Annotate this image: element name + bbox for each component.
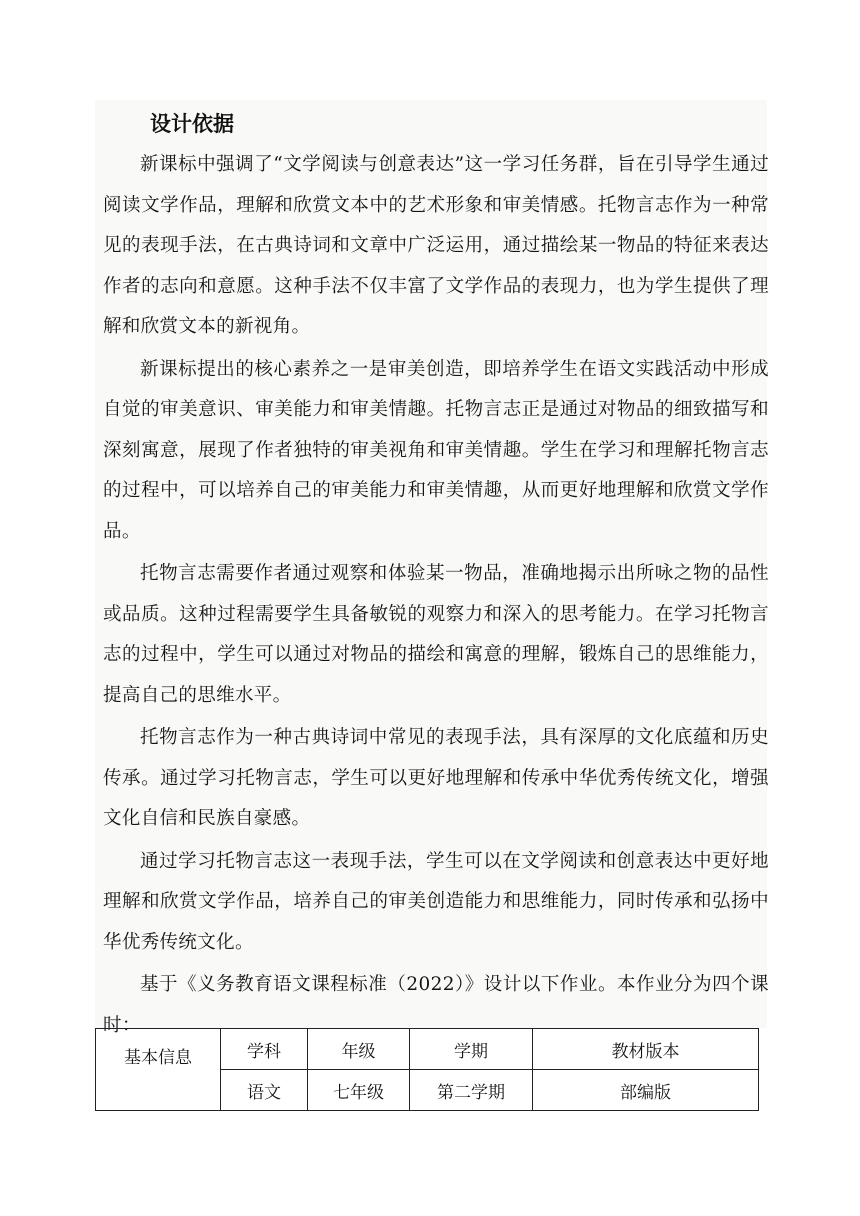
- paragraph: 托物言志需要作者通过观察和体验某一物品，准确地揭示出所咏之物的品性或品质。这种过程需要学生具备敏锐的观察力和深入的思考能力。在学习托物言志的过程中，学生可以通过对物品的描绘和寓意的理解，锻炼自己的思维能力，提高自己的思维水平。: [103, 563, 769, 706]
- basic-info-label: 基本信息: [96, 1029, 221, 1111]
- paragraph: 基于《义务教育语文课程标准（2022）》设计以下作业。本作业分为四个课时：: [103, 974, 769, 1036]
- header-subject: 学科: [221, 1029, 308, 1070]
- header-grade: 年级: [308, 1029, 410, 1070]
- value-semester: 第二学期: [410, 1070, 533, 1111]
- paragraph: 新课标提出的核心素养之一是审美创造，即培养学生在语文实践活动中形成自觉的审美意识、审美能力和审美情趣。托物言志正是通过对物品的细致描写和深刻寓意，展现了作者独特的审美视角和审美情趣。学生在学习和理解托物言志的过程中，可以培养自己的审美能力和审美情趣，从而更好地理解和欣赏文学作品。: [103, 358, 769, 542]
- body-text: [103, 145, 769, 1048]
- header-textbook-version: 教材版本: [533, 1029, 759, 1070]
- paragraph: 托物言志作为一种古典诗词中常见的表现手法，具有深厚的文化底蕴和历史传承。通过学习托物言志，学生可以更好地理解和传承中华优秀传统文化，增强文化自信和民族自豪感。: [103, 727, 769, 829]
- section-heading: 设计依据: [150, 112, 234, 136]
- table-row: [96, 1029, 759, 1070]
- paragraph: 通过学习托物言志这一表现手法，学生可以在文学阅读和创意表达中更好地理解和欣赏文学作品，培养自己的审美创造能力和思维能力，同时传承和弘扬中华优秀传统文化。: [103, 850, 769, 953]
- value-subject: 语文: [221, 1070, 308, 1111]
- header-semester: 学期: [410, 1029, 533, 1070]
- value-textbook-version: 部编版: [533, 1070, 759, 1111]
- paragraph: 新课标中强调了“文学阅读与创意表达”这一学习任务群，旨在引导学生通过阅读文学作品，理解和欣赏文本中的艺术形象和审美情感。托物言志作为一种常见的表现手法，在古典诗词和文章中广泛运用，通过描绘某一物品的特征来表达作者的志向和意愿。这种手法不仅丰富了文学作品的表现力，也为学生提供了理解和欣赏文本的新视角。: [103, 154, 769, 337]
- value-grade: 七年级: [308, 1070, 410, 1111]
- basic-info-table: [95, 1028, 759, 1111]
